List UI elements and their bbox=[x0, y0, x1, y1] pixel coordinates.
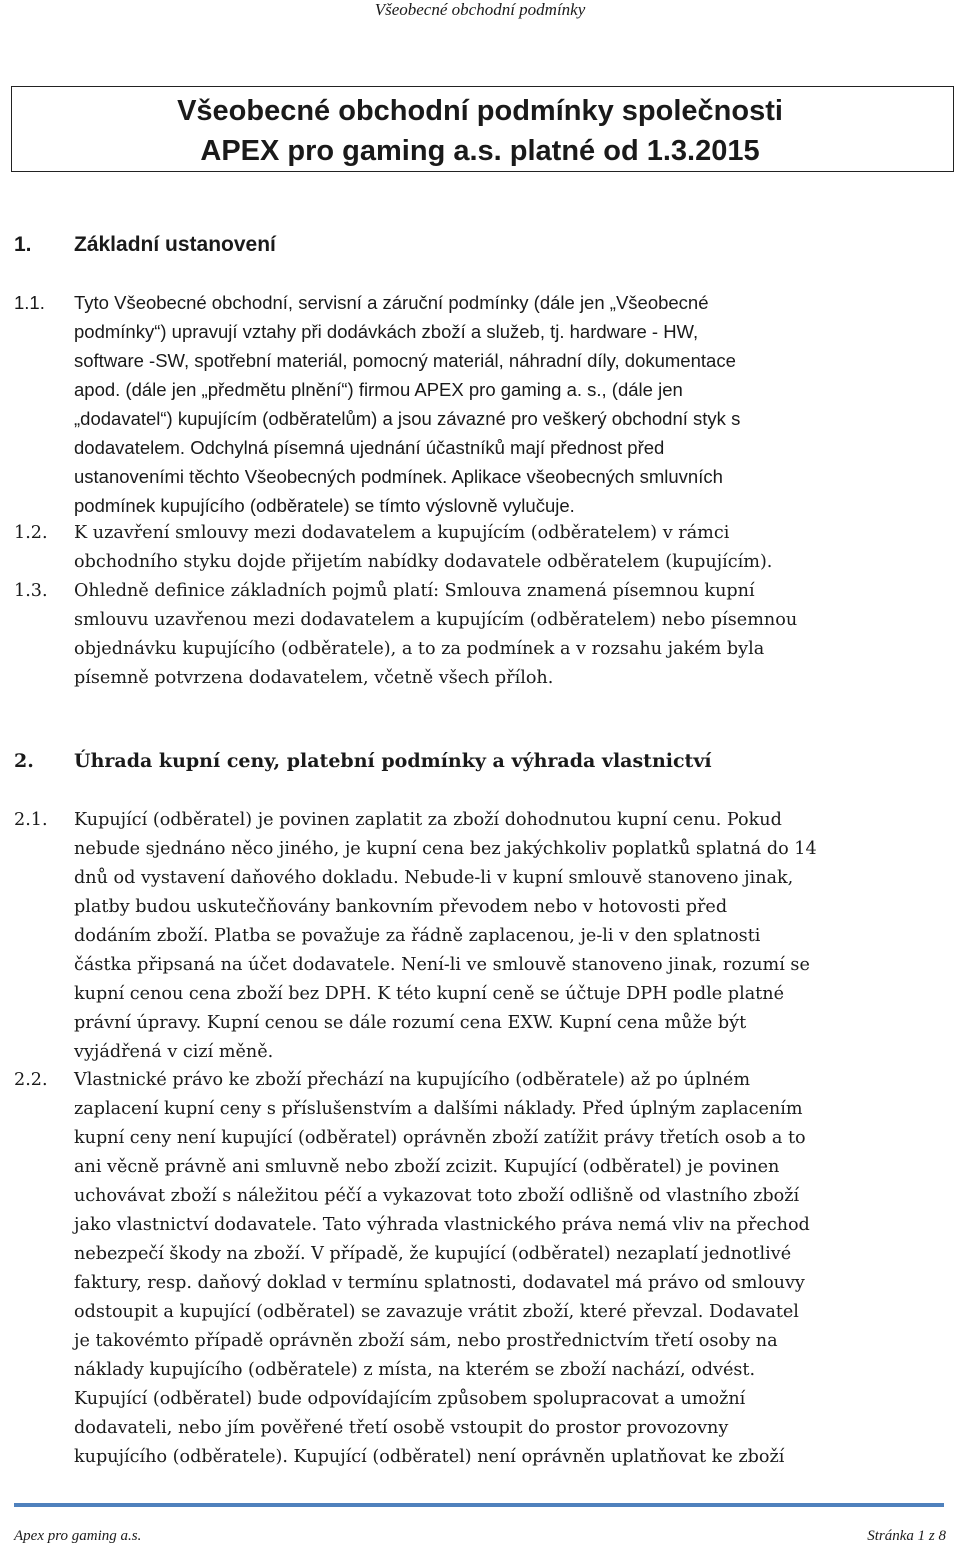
text-line: platby budou uskutečňovány bankovním převodem nebo v hotovosti před bbox=[74, 897, 728, 917]
text-line: ustanoveními těchto Všeobecných podmínek. Aplikace všeobecných smluvních bbox=[74, 466, 723, 487]
section-number: 2. bbox=[14, 750, 34, 772]
text-line: Vlastnické právo ke zboží přechází na kupujícího (odběratele) až po úplném bbox=[74, 1070, 751, 1090]
section-heading-1 bbox=[14, 232, 276, 258]
text-line: podmínky“) upravují vztahy při dodávkách zboží a služeb, tj. hardware - HW, bbox=[74, 321, 699, 342]
clause-text bbox=[74, 288, 944, 520]
clause-2-1 bbox=[14, 806, 944, 1067]
text-line: Kupující (odběratel) bude odpovídajícím způsobem spolupracovat a umožní bbox=[74, 1389, 746, 1409]
text-line: objednávku kupujícího (odběratele), a to za podmínek a v rozsahu jakém byla bbox=[74, 639, 765, 659]
document-title-line-2: APEX pro gaming a.s. platné od 1.3.2015 bbox=[200, 135, 760, 167]
text-line: kupní cenou cena zboží bez DPH. K této kupní ceně se účtuje DPH podle platné bbox=[74, 984, 784, 1004]
text-line: obchodního styku dojde přijetím nabídky dodavatele odběratelem (kupujícím). bbox=[74, 552, 773, 572]
footer-divider bbox=[14, 1503, 944, 1507]
text-line: jako vlastnictví dodavatele. Tato výhrada vlastnického práva nemá vliv na přechod bbox=[74, 1215, 810, 1235]
clause-number: 2.2. bbox=[14, 1070, 48, 1090]
text-line: dodáním zboží. Platba se považuje za řádně zaplacenou, je-li v den splatnosti bbox=[74, 926, 761, 946]
clause-number: 1.3. bbox=[14, 581, 48, 601]
clause-text bbox=[74, 806, 944, 1067]
section-heading-2 bbox=[14, 748, 712, 774]
text-line: Kupující (odběratel) je povinen zaplatit za zboží dohodnutou kupní cenu. Pokud bbox=[74, 810, 782, 830]
text-line: „dodavatel“) kupujícím (odběratelům) a jsou závazné pro veškerý obchodní styk s bbox=[74, 408, 741, 429]
text-line: vyjádřená v cizí měně. bbox=[74, 1042, 274, 1062]
section-title: Úhrada kupní ceny, platební podmínky a výhrada vlastnictví bbox=[74, 750, 712, 772]
text-line: dnů od vystavení daňového dokladu. Nebude-li v kupní smlouvě stanoveno jinak, bbox=[74, 868, 794, 888]
clause-1-3 bbox=[14, 577, 944, 693]
footer-page-number: Stránka 1 z 8 bbox=[867, 1528, 946, 1544]
text-line: právní úpravy. Kupní cenou se dále rozumí cena EXW. Kupní cena může být bbox=[74, 1013, 747, 1033]
text-line: náklady kupujícího (odběratele) z místa, na kterém se zboží nachází, odvést. bbox=[74, 1360, 756, 1380]
clause-number: 1.1. bbox=[14, 292, 45, 313]
text-line: je takovémto případě oprávněn zboží sám, nebo prostřednictvím třetí osoby na bbox=[74, 1331, 778, 1351]
text-line: apod. (dále jen „předmětu plnění“) firmou APEX pro gaming a. s., (dále jen bbox=[74, 379, 683, 400]
clause-number: 1.2. bbox=[14, 523, 48, 543]
text-line: smlouvu uzavřenou mezi dodavatelem a kupujícím (odběratelem) nebo písemnou bbox=[74, 610, 798, 630]
text-line: software -SW, spotřební materiál, pomocný materiál, náhradní díly, dokumentace bbox=[74, 350, 736, 371]
text-line: kupujícího (odběratele). Kupující (odběratel) není oprávněn uplatňovat ke zboží bbox=[74, 1447, 785, 1467]
clause-2-2 bbox=[14, 1066, 944, 1472]
text-line: kupní ceny není kupující (odběratel) oprávněn zboží zatížit právy třetích osob a to bbox=[74, 1128, 806, 1148]
text-line: podmínek kupujícího (odběratele) se tímto výslovně vylučuje. bbox=[74, 495, 575, 516]
clause-1-2 bbox=[14, 519, 944, 577]
text-line: písemně potvrzena dodavatelem, včetně všech příloh. bbox=[74, 668, 554, 688]
clause-number: 2.1. bbox=[14, 810, 48, 830]
clause-1-1 bbox=[14, 288, 944, 520]
clause-text bbox=[74, 1066, 944, 1472]
running-header: Všeobecné obchodní podmínky bbox=[374, 0, 586, 19]
clause-text bbox=[74, 577, 944, 693]
text-line: dodavateli, nebo jím pověřené třetí osobě vstoupit do prostor provozovny bbox=[74, 1418, 729, 1438]
section-title: Základní ustanovení bbox=[74, 233, 276, 256]
text-line: dodavatelem. Odchylná písemná ujednání účastníků mají přednost před bbox=[74, 437, 665, 458]
clause-text bbox=[74, 519, 944, 577]
text-line: ani věcně právně ani smluvně nebo zboží zcizit. Kupující (odběratel) je povinen bbox=[74, 1157, 780, 1177]
text-line: nebezpečí škody na zboží. V případě, že kupující (odběratel) nezaplatí jednotlivé bbox=[74, 1244, 792, 1264]
text-line: částka připsaná na účet dodavatele. Není-li ve smlouvě stanoveno jinak, rozumí se bbox=[74, 955, 810, 975]
footer-company: Apex pro gaming a.s. bbox=[14, 1528, 142, 1544]
document-title-line-1: Všeobecné obchodní podmínky společnosti bbox=[177, 95, 783, 127]
text-line: K uzavření smlouvy mezi dodavatelem a kupujícím (odběratelem) v rámci bbox=[74, 523, 730, 543]
text-line: Tyto Všeobecné obchodní, servisní a záruční podmínky (dále jen „Všeobecné bbox=[74, 292, 709, 313]
section-number: 1. bbox=[14, 233, 32, 256]
text-line: zaplacení kupní ceny s příslušenstvím a dalšími náklady. Před úplným zaplacením bbox=[74, 1099, 803, 1119]
text-line: uchovávat zboží s náležitou péčí a vykazovat toto zboží odlišně od vlastního zboží bbox=[74, 1186, 800, 1206]
text-line: nebude sjednáno něco jiného, je kupní cena bez jakýchkoliv poplatků splatná do 14 bbox=[74, 839, 817, 859]
text-line: Ohledně definice základních pojmů platí: Smlouva znamená písemnou kupní bbox=[74, 581, 755, 601]
text-line: odstoupit a kupující (odběratel) se zavazuje vrátit zboží, které převzal. Dodavatel bbox=[74, 1302, 799, 1322]
text-line: faktury, resp. daňový doklad v termínu splatnosti, dodavatel má právo od smlouvy bbox=[74, 1273, 805, 1293]
